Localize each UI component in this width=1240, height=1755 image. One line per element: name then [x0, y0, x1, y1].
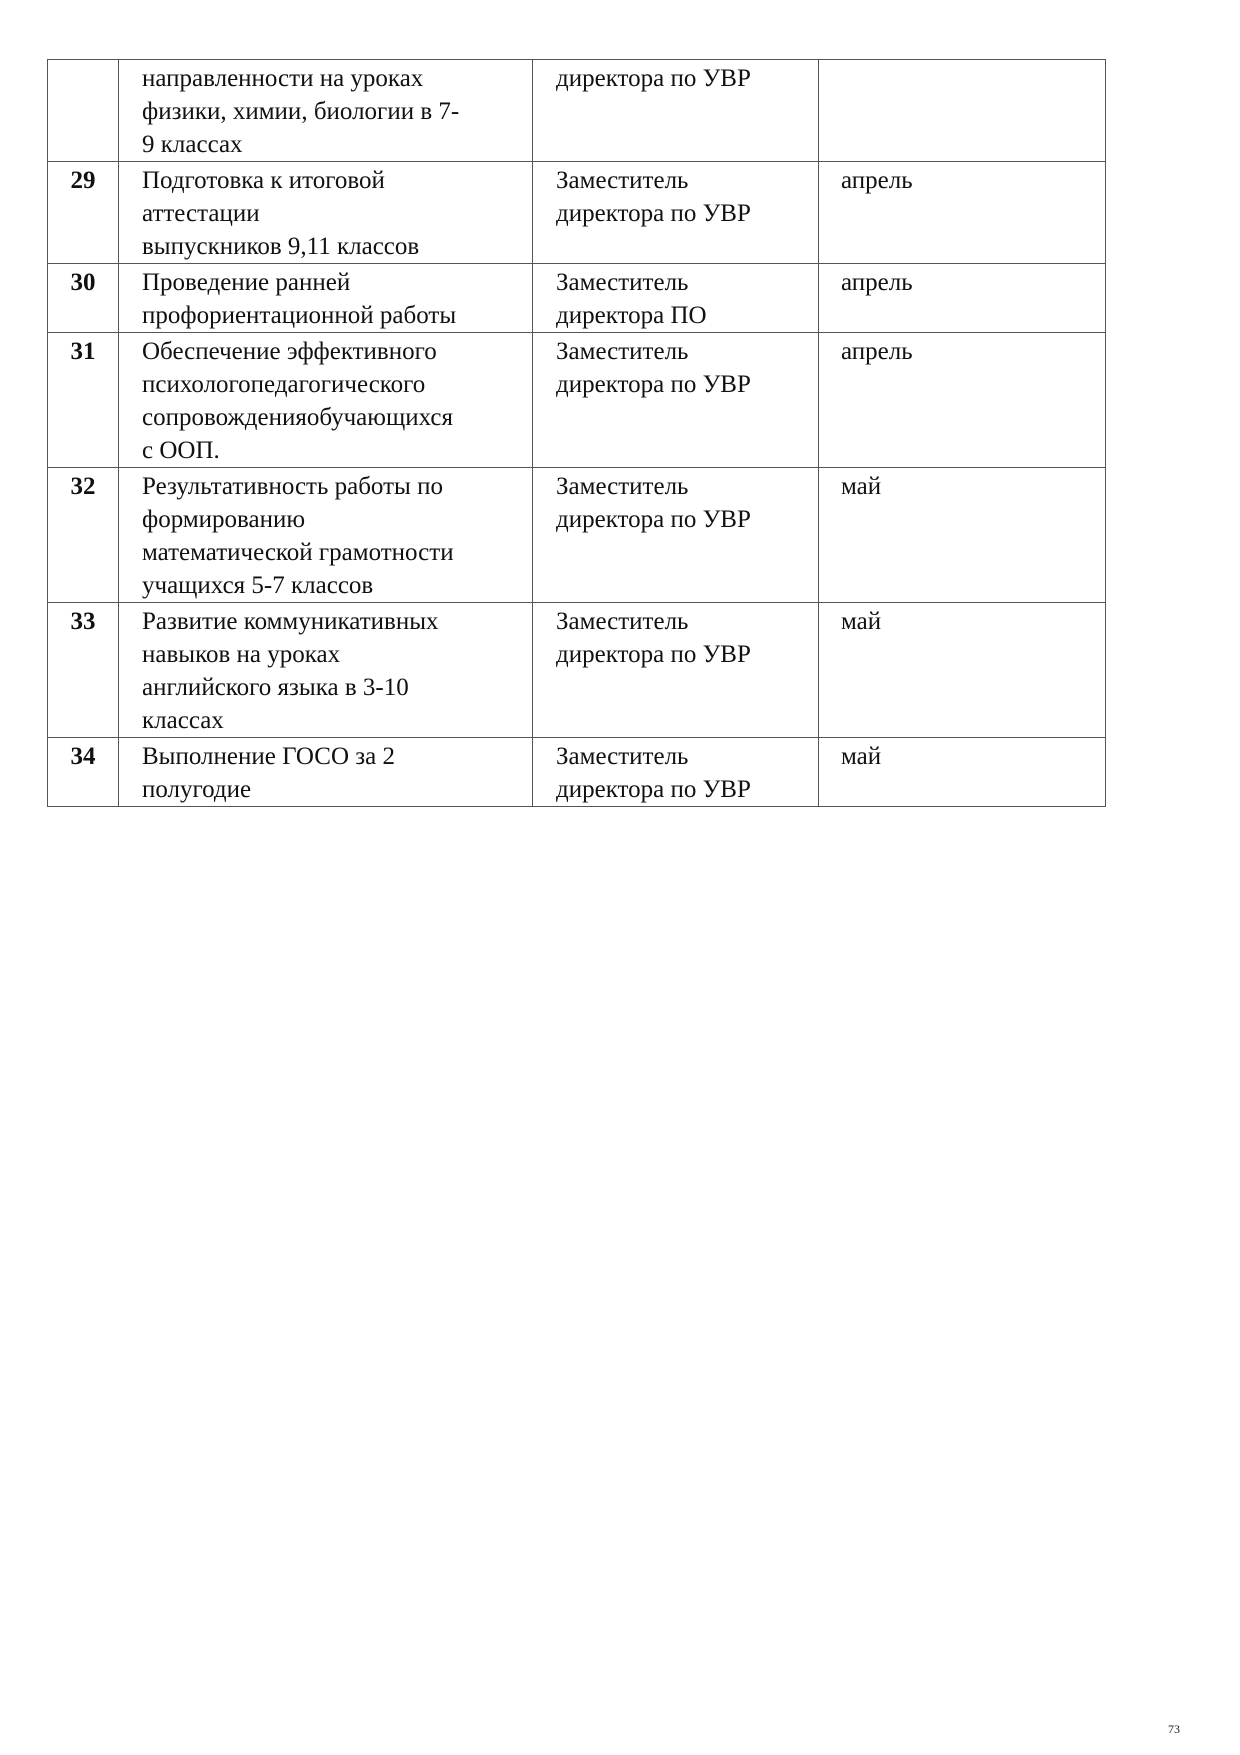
responsible-line: Заместитель: [556, 167, 689, 194]
responsible-line: директора по УВР: [556, 776, 751, 803]
topic-line: с ООП.: [142, 437, 220, 464]
row-date: апрель: [819, 264, 1106, 333]
row-number: [48, 60, 119, 162]
responsible-line: Заместитель: [556, 608, 689, 635]
row-responsible: [533, 264, 819, 333]
row-topic: [119, 738, 533, 807]
topic-line: психологопедагогического: [142, 371, 426, 398]
row-responsible: [533, 603, 819, 738]
row-number: 29: [48, 162, 119, 264]
responsible-line: директора по УВР: [556, 371, 751, 398]
responsible-line: Заместитель: [556, 269, 689, 296]
topic-line: учащихся 5-7 классов: [142, 572, 374, 599]
row-responsible: [533, 60, 819, 162]
topic-line: полугодие: [142, 776, 252, 803]
row-date: май: [819, 738, 1106, 807]
responsible-line: директора ПО: [556, 302, 707, 329]
responsible-line: Заместитель: [556, 743, 689, 770]
topic-line: Развитие коммуникативных: [142, 608, 439, 635]
table-row: [48, 162, 1106, 264]
row-topic: [119, 468, 533, 603]
row-responsible: [533, 333, 819, 468]
row-number: 30: [48, 264, 119, 333]
topic-line: навыков на уроках: [142, 641, 341, 668]
topic-line: Результативность работы по: [142, 473, 443, 500]
responsible-line: директора по УВР: [556, 200, 751, 227]
table-row: [48, 738, 1106, 807]
topic-line: классах: [142, 707, 224, 734]
row-topic: [119, 264, 533, 333]
row-date: апрель: [819, 162, 1106, 264]
responsible-line: Заместитель: [556, 473, 689, 500]
row-date: май: [819, 468, 1106, 603]
topic-line: физики, химии, биологии в 7-: [142, 98, 460, 125]
plan-table: [47, 59, 1106, 807]
row-responsible: [533, 738, 819, 807]
table-row: [48, 60, 1106, 162]
topic-line: профориентационной работы: [142, 302, 457, 329]
topic-line: Выполнение ГОСО за 2: [142, 743, 395, 770]
topic-line: выпускников 9,11 классов: [142, 233, 420, 260]
topic-line: сопровожденияобучающихся: [142, 404, 453, 431]
row-topic: [119, 60, 533, 162]
row-number: 32: [48, 468, 119, 603]
topic-line: английского языка в 3-10: [142, 674, 409, 701]
row-date: апрель: [819, 333, 1106, 468]
responsible-line: Заместитель: [556, 338, 689, 365]
topic-line: математической грамотности: [142, 539, 454, 566]
table-row: [48, 468, 1106, 603]
table-row: [48, 333, 1106, 468]
topic-line: 9 классах: [142, 131, 243, 158]
row-responsible: [533, 468, 819, 603]
topic-line: направленности на уроках: [142, 65, 424, 92]
topic-line: Подготовка к итоговой: [142, 167, 385, 194]
topic-line: Обеспечение эффективного: [142, 338, 437, 365]
page-number: 73: [1168, 1722, 1180, 1736]
table-row: [48, 264, 1106, 333]
row-number: 31: [48, 333, 119, 468]
responsible-line: директора по УВР: [556, 506, 751, 533]
table-row: [48, 603, 1106, 738]
topic-line: аттестации: [142, 200, 260, 227]
row-topic: [119, 603, 533, 738]
row-date: май: [819, 603, 1106, 738]
responsible-line: директора по УВР: [556, 641, 751, 668]
row-number: 33: [48, 603, 119, 738]
row-topic: [119, 162, 533, 264]
responsible-line: директора по УВР: [556, 65, 751, 92]
row-topic: [119, 333, 533, 468]
row-responsible: [533, 162, 819, 264]
row-number: 34: [48, 738, 119, 807]
topic-line: формированию: [142, 506, 306, 533]
topic-line: Проведение ранней: [142, 269, 351, 296]
row-date: [819, 60, 1106, 162]
